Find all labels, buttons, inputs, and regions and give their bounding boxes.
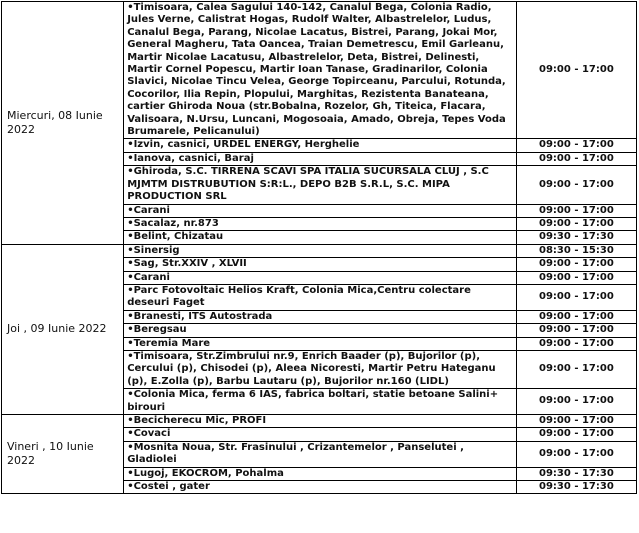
table-row: [2, 244, 637, 257]
time-cell: 09:00 - 17:00: [516, 284, 636, 310]
day-cell: Vineri , 10 Iunie 2022: [2, 415, 124, 494]
time-cell: 09:30 - 17:30: [516, 231, 636, 244]
locations-cell: •Becicherecu Mic, PROFI: [124, 415, 517, 428]
time-cell: 09:00 - 17:00: [516, 415, 636, 428]
time-cell: 09:00 - 17:00: [516, 152, 636, 165]
locations-cell: •Mosnita Noua, Str. Frasinului , Crizantemelor , Panselutei , Gladiolei: [124, 441, 517, 467]
time-cell: 09:00 - 17:00: [516, 350, 636, 388]
locations-cell: •Timisoara, Calea Sagului 140-142, Canalul Bega, Colonia Radio, Jules Verne, Calistrat Hogas, Rudolf Walter, Albastrelelor, Ludus, Canalul Bega, Parang, Nicolae Lacatus, Bistrei, Parang, Jokai Mor, General Magheru, Tata Oancea, Traian Demetrescu, Emil Garleanu, Martir Nicolae Lacatusu, Albastrelelor, Deta, Bistrei, Delinesti, Martir Cornel Popescu, Martir Ioan Tanase, Gradinarilor, Colonia Slavici, Nicolae Tincu Velea, George Topirceanu, Parcului, Rotunda, Cocorilor, Ilia Repin, Plopului, Marghitas, Rezistenta Banateana, cartier Ghiroda Noua (str.Bobalna, Rozelor, Gh, Titeica, Flacara, Valisoara, N.Ursu, Luncani, Mogosoaia, Amado, Obreja, Tepes Voda Brumarele, Pelicanului): [124, 2, 517, 139]
time-cell: 09:00 - 17:00: [516, 139, 636, 152]
locations-cell: •Branesti, ITS Autostrada: [124, 310, 517, 323]
locations-cell: •Colonia Mica, ferma 6 IAS, fabrica boltari, statie betoane Salini+ birouri: [124, 389, 517, 415]
time-cell: 09:00 - 17:00: [516, 441, 636, 467]
time-cell: 09:00 - 17:00: [516, 428, 636, 441]
time-cell: 09:00 - 17:00: [516, 389, 636, 415]
locations-cell: •Belint, Chizatau: [124, 231, 517, 244]
locations-cell: •Lugoj, EKOCROM, Pohalma: [124, 467, 517, 480]
time-cell: 09:00 - 17:00: [516, 324, 636, 337]
locations-cell: •Beregsau: [124, 324, 517, 337]
locations-cell: •Covaci: [124, 428, 517, 441]
time-cell: 09:00 - 17:00: [516, 204, 636, 217]
locations-cell: •Sacalaz, nr.873: [124, 217, 517, 230]
locations-cell: •Parc Fotovoltaic Helios Kraft, Colonia Mica,Centru colectare deseuri Faget: [124, 284, 517, 310]
time-cell: 09:00 - 17:00: [516, 2, 636, 139]
time-cell: 09:00 - 17:00: [516, 337, 636, 350]
locations-cell: •Ghiroda, S.C. TIRRENA SCAVI SPA ITALIA SUCURSALA CLUJ , S.C MJMTM DISTRUBUTION S:R:L., DEPO B2B S.R.L, S.C. MIPA PRODUCTION SRL: [124, 166, 517, 204]
locations-cell: •Costei , gater: [124, 481, 517, 494]
locations-cell: •Teremia Mare: [124, 337, 517, 350]
table-row: [2, 2, 637, 139]
locations-cell: •Sinersig: [124, 244, 517, 257]
time-cell: 09:30 - 17:30: [516, 481, 636, 494]
time-cell: 09:00 - 17:00: [516, 310, 636, 323]
locations-cell: •Carani: [124, 204, 517, 217]
time-cell: 09:00 - 17:00: [516, 271, 636, 284]
time-cell: 09:00 - 17:00: [516, 217, 636, 230]
locations-cell: •Timisoara, Str.Zimbrului nr.9, Enrich Baader (p), Bujorilor (p), Cercului (p), Chisodei (p), Aleea Nicoresti, Martir Petru Hateganu (p), E.Zolla (p), Barbu Lautaru (p), Bujorilor nr.160 (LIDL): [124, 350, 517, 388]
day-cell: Joi , 09 Iunie 2022: [2, 244, 124, 414]
table-row: [2, 415, 637, 428]
time-cell: 09:00 - 17:00: [516, 258, 636, 271]
locations-cell: •Ianova, casnici, Baraj: [124, 152, 517, 165]
time-cell: 09:30 - 17:30: [516, 467, 636, 480]
outage-schedule-table: [1, 1, 637, 494]
time-cell: 08:30 - 15:30: [516, 244, 636, 257]
locations-cell: •Carani: [124, 271, 517, 284]
day-cell: Miercuri, 08 Iunie 2022: [2, 2, 124, 245]
time-cell: 09:00 - 17:00: [516, 166, 636, 204]
locations-cell: •Sag, Str.XXIV , XLVII: [124, 258, 517, 271]
locations-cell: •Izvin, casnici, URDEL ENERGY, Herghelie: [124, 139, 517, 152]
